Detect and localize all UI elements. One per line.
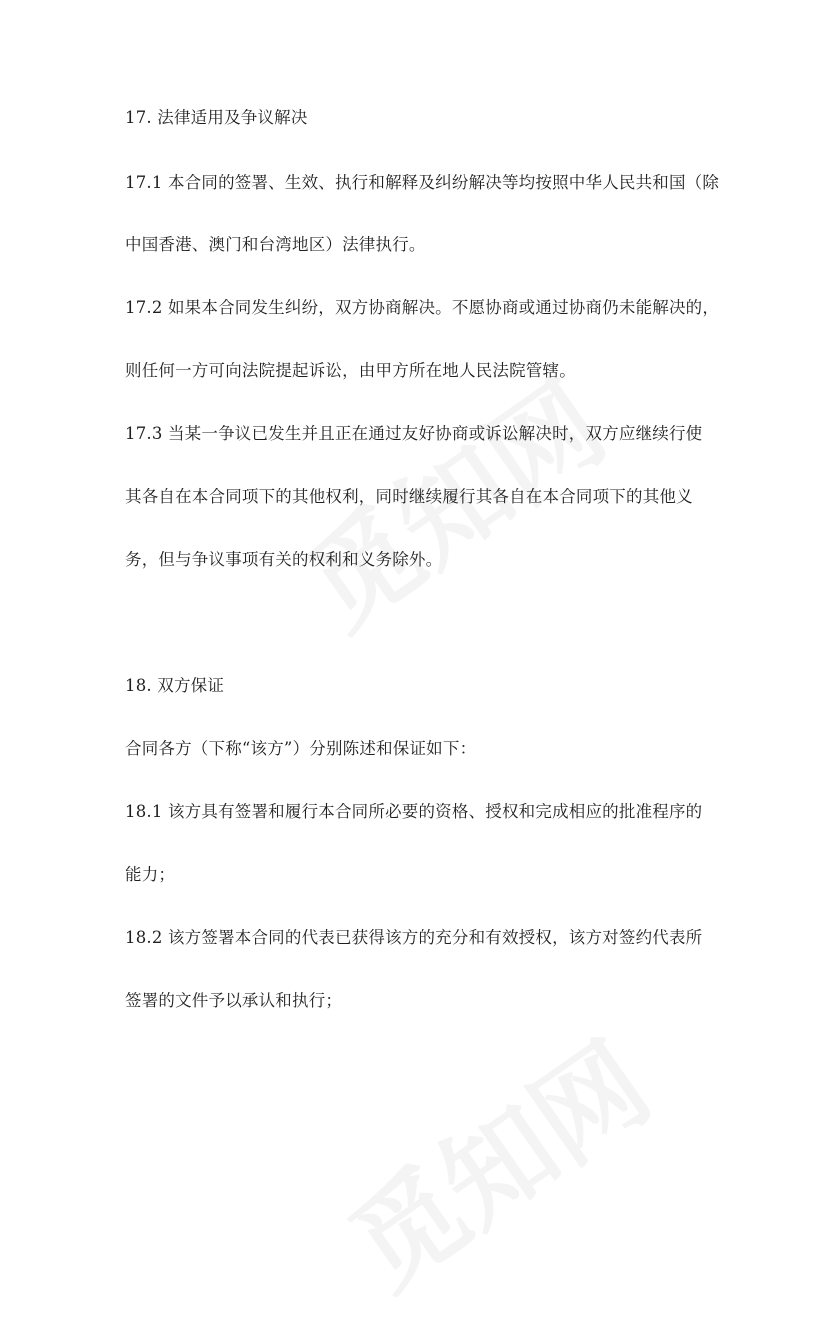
clause-line: 其各自在本合同项下的其他权利，同时继续履行其各自在本合同项下的其他义 [125, 487, 693, 506]
clause-line: 签署的文件予以承认和执行； [125, 991, 343, 1010]
clause-line: 中国香港、澳门和台湾地区）法律执行。 [125, 235, 426, 254]
clause-line: 能力； [125, 865, 176, 884]
clause-line: 18.1 该方具有签署和履行本合同所必要的资格、授权和完成相应的批准程序的 [125, 802, 703, 821]
clause-line: 17.1 本合同的签署、生效、执行和解释及纠纷解决等均按照中华人民共和国（除 [125, 173, 720, 192]
clause-line: 18.2 该方签署本合同的代表已获得该方的充分和有效授权，该方对签约代表所 [125, 928, 703, 947]
watermark [315, 1000, 676, 1318]
clause-line: 17.2 如果本合同发生纠纷，双方协商解决。不愿协商或通过协商仍未能解决的， [125, 298, 720, 317]
clause-line: 则任何一方可向法院提起诉讼，由甲方所在地人民法院管辖。 [125, 361, 576, 380]
clause-line: 务，但与争议事项有关的权利和义务除外。 [125, 550, 443, 569]
section-heading: 18. 双方保证 [125, 676, 225, 695]
section-heading: 17. 法律适用及争议解决 [125, 108, 308, 127]
clause-line: 合同各方（下称“该方”）分别陈述和保证如下： [125, 739, 477, 758]
clause-line: 17.3 当某一争议已发生并且正在通过友好协商或诉讼解决时，双方应继续行使 [125, 424, 703, 443]
